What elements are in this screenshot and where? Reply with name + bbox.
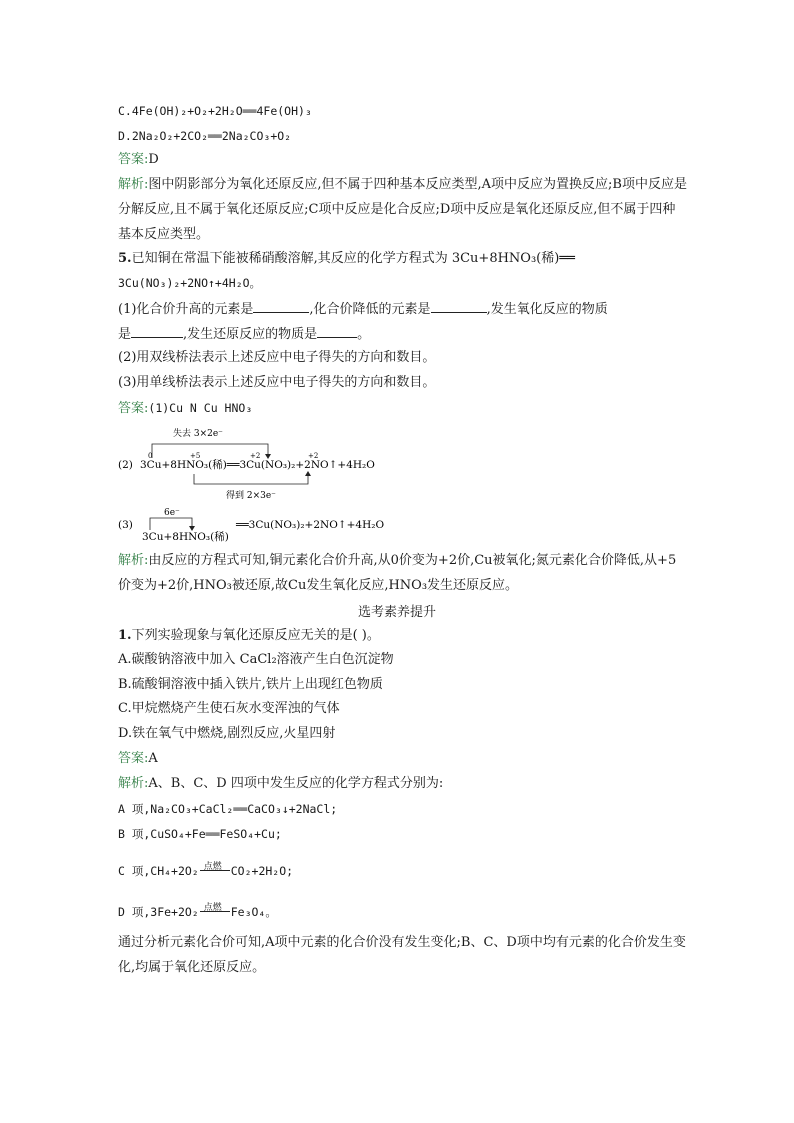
reaction-condition: [200, 862, 230, 872]
equation-c-left: C 项,CH₄+2O₂: [118, 864, 199, 878]
sub1-text: 是: [118, 327, 132, 342]
equation-2: 3Cu+8HNO₃(稀)══3Cu(NO₃)₂+2NO↑+4H₂O: [140, 459, 375, 471]
option-d: D.铁在氧气中燃烧,剧烈反应,火星四射: [118, 726, 336, 741]
analysis-text: 图中阴影部分为氧化还原反应,但不属于四种基本反应类型,A项中反应为置换反应;B项中反应是分解反应,且不属于氧化还原反应;C项中反应是化合反应;D项中反应是氧化还原反应,但不属于四种基本反应类型。: [118, 177, 687, 242]
gain-electrons-label: 得到 2×3e⁻: [226, 491, 276, 501]
question-1: [118, 627, 380, 645]
answer-value: (1)Cu N Cu HNO₃: [148, 401, 253, 415]
conclusion: 通过分析元素化合价可知,A项中元素的化合价没有发生变化;B、C、D项中均有元素的化合价发生变化,均属于氧化还原反应。: [118, 935, 686, 975]
analysis-5: [118, 548, 688, 598]
lose-electrons-label: 失去 3×2e⁻: [173, 429, 223, 439]
analysis-label: 解析:: [118, 776, 149, 791]
ox-state-n-plus2: +2: [308, 452, 319, 460]
equation-b: B 项,CuSO₄+Fe══FeSO₄+Cu;: [118, 827, 282, 841]
label-2: (2): [118, 459, 133, 471]
question-5-line2: 3Cu(NO₃)₂+2NO↑+4H₂O。: [118, 276, 262, 290]
analysis-text: 由反应的方程式可知,铜元素化合价升高,从0价变为+2价,Cu被氧化;氮元素化合价降低,从+5价变为+2价,HNO₃被还原,故Cu发生氧化反应,HNO₃发生还原反应。: [118, 553, 677, 593]
ox-state-cu-0: 0: [148, 452, 153, 460]
analysis-label: 解析:: [118, 553, 149, 568]
option-b: B.硫酸铜溶液中插入铁片,铁片上出现红色物质: [118, 677, 383, 692]
gain-arrowhead: [305, 471, 311, 476]
blank-1[interactable]: [253, 299, 309, 313]
analysis-label: 解析:: [118, 177, 149, 192]
condition-label: 点燃: [203, 903, 222, 913]
reaction-condition: [200, 903, 230, 913]
option-a: A.碳酸钠溶液中加入 CaCl₂溶液产生白色沉淀物: [118, 652, 394, 667]
ox-state-cu-plus2: +2: [250, 452, 261, 460]
equation-a: A 项,Na₂CO₃+CaCl₂══CaCO₃↓+2NaCl;: [118, 802, 338, 816]
question-text: 下列实验现象与氧化还原反应无关的是( )。: [131, 628, 380, 643]
equation-d-left: D 项,3Fe+2O₂: [118, 905, 199, 919]
sub1-text: ,化合价降低的元素是: [309, 302, 431, 317]
single-bridge-line: [150, 518, 192, 530]
section-title: 选考素养提升: [357, 605, 436, 620]
electron-transfer-label: 6e⁻: [164, 508, 180, 518]
question-5-sub1-line2: [118, 324, 370, 344]
blank-3[interactable]: [131, 324, 183, 338]
option-c: C.甲烷燃烧产生使石灰水变浑浊的气体: [118, 701, 340, 716]
answer-label: 答案:: [118, 751, 149, 766]
equation-3-right: ══3Cu(NO₃)₂+2NO↑+4H₂O: [236, 519, 385, 531]
ox-state-n-plus5: +5: [190, 452, 201, 460]
equation-3-left: 3Cu+8HNO₃(稀): [142, 531, 229, 543]
question-5-sub3: (3)用单线桥法表示上述反应中电子得失的方向和数目。: [118, 375, 436, 390]
equation-d: [118, 903, 277, 921]
answer-value: A: [148, 751, 158, 766]
sub1-text: 。: [357, 327, 371, 342]
blank-2[interactable]: [431, 299, 487, 313]
answer-label: 答案:: [118, 152, 149, 167]
sub1-text: ,发生还原反应的物质是: [183, 327, 318, 342]
equation-c: [118, 862, 293, 880]
equation-d-right: Fe₃O₄。: [230, 905, 277, 919]
analysis-4: [118, 172, 688, 247]
answer-label: 答案:: [118, 401, 149, 416]
answer-4: [118, 151, 159, 169]
label-3: (3): [118, 519, 133, 531]
double-bridge-diagram: [118, 422, 378, 504]
condition-label: 点燃: [203, 862, 222, 872]
answer-1: [118, 750, 158, 768]
option-d: D.2Na₂O₂+2CO₂══2Na₂CO₃+O₂: [118, 129, 292, 143]
question-5-sub1-line1: [118, 299, 608, 319]
sub1-text: (1)化合价升高的元素是: [118, 302, 254, 317]
question-number: 1.: [118, 628, 132, 643]
question-5-sub2: (2)用双线桥法表示上述反应中电子得失的方向和数目。: [118, 350, 436, 365]
question-number: 5.: [118, 251, 132, 266]
gain-bridge-line: [194, 474, 308, 484]
analysis-text: A、B、C、D 四项中发生反应的化学方程式分别为:: [148, 776, 444, 791]
blank-4[interactable]: [317, 324, 357, 338]
question-text: 已知铜在常温下能被稀硝酸溶解,其反应的化学方程式为 3Cu+8HNO₃(稀)══: [131, 251, 575, 266]
single-bridge-diagram: [118, 506, 418, 544]
option-c: C.4Fe(OH)₂+O₂+2H₂O══4Fe(OH)₃: [118, 104, 312, 118]
answer-value: D: [148, 152, 159, 167]
question-5-line1: [118, 250, 575, 268]
sub1-text: ,发生氧化反应的物质: [486, 302, 608, 317]
analysis-1: [118, 775, 443, 793]
answer-5-1: [118, 399, 252, 418]
equation-c-right: CO₂+2H₂O;: [230, 864, 294, 878]
